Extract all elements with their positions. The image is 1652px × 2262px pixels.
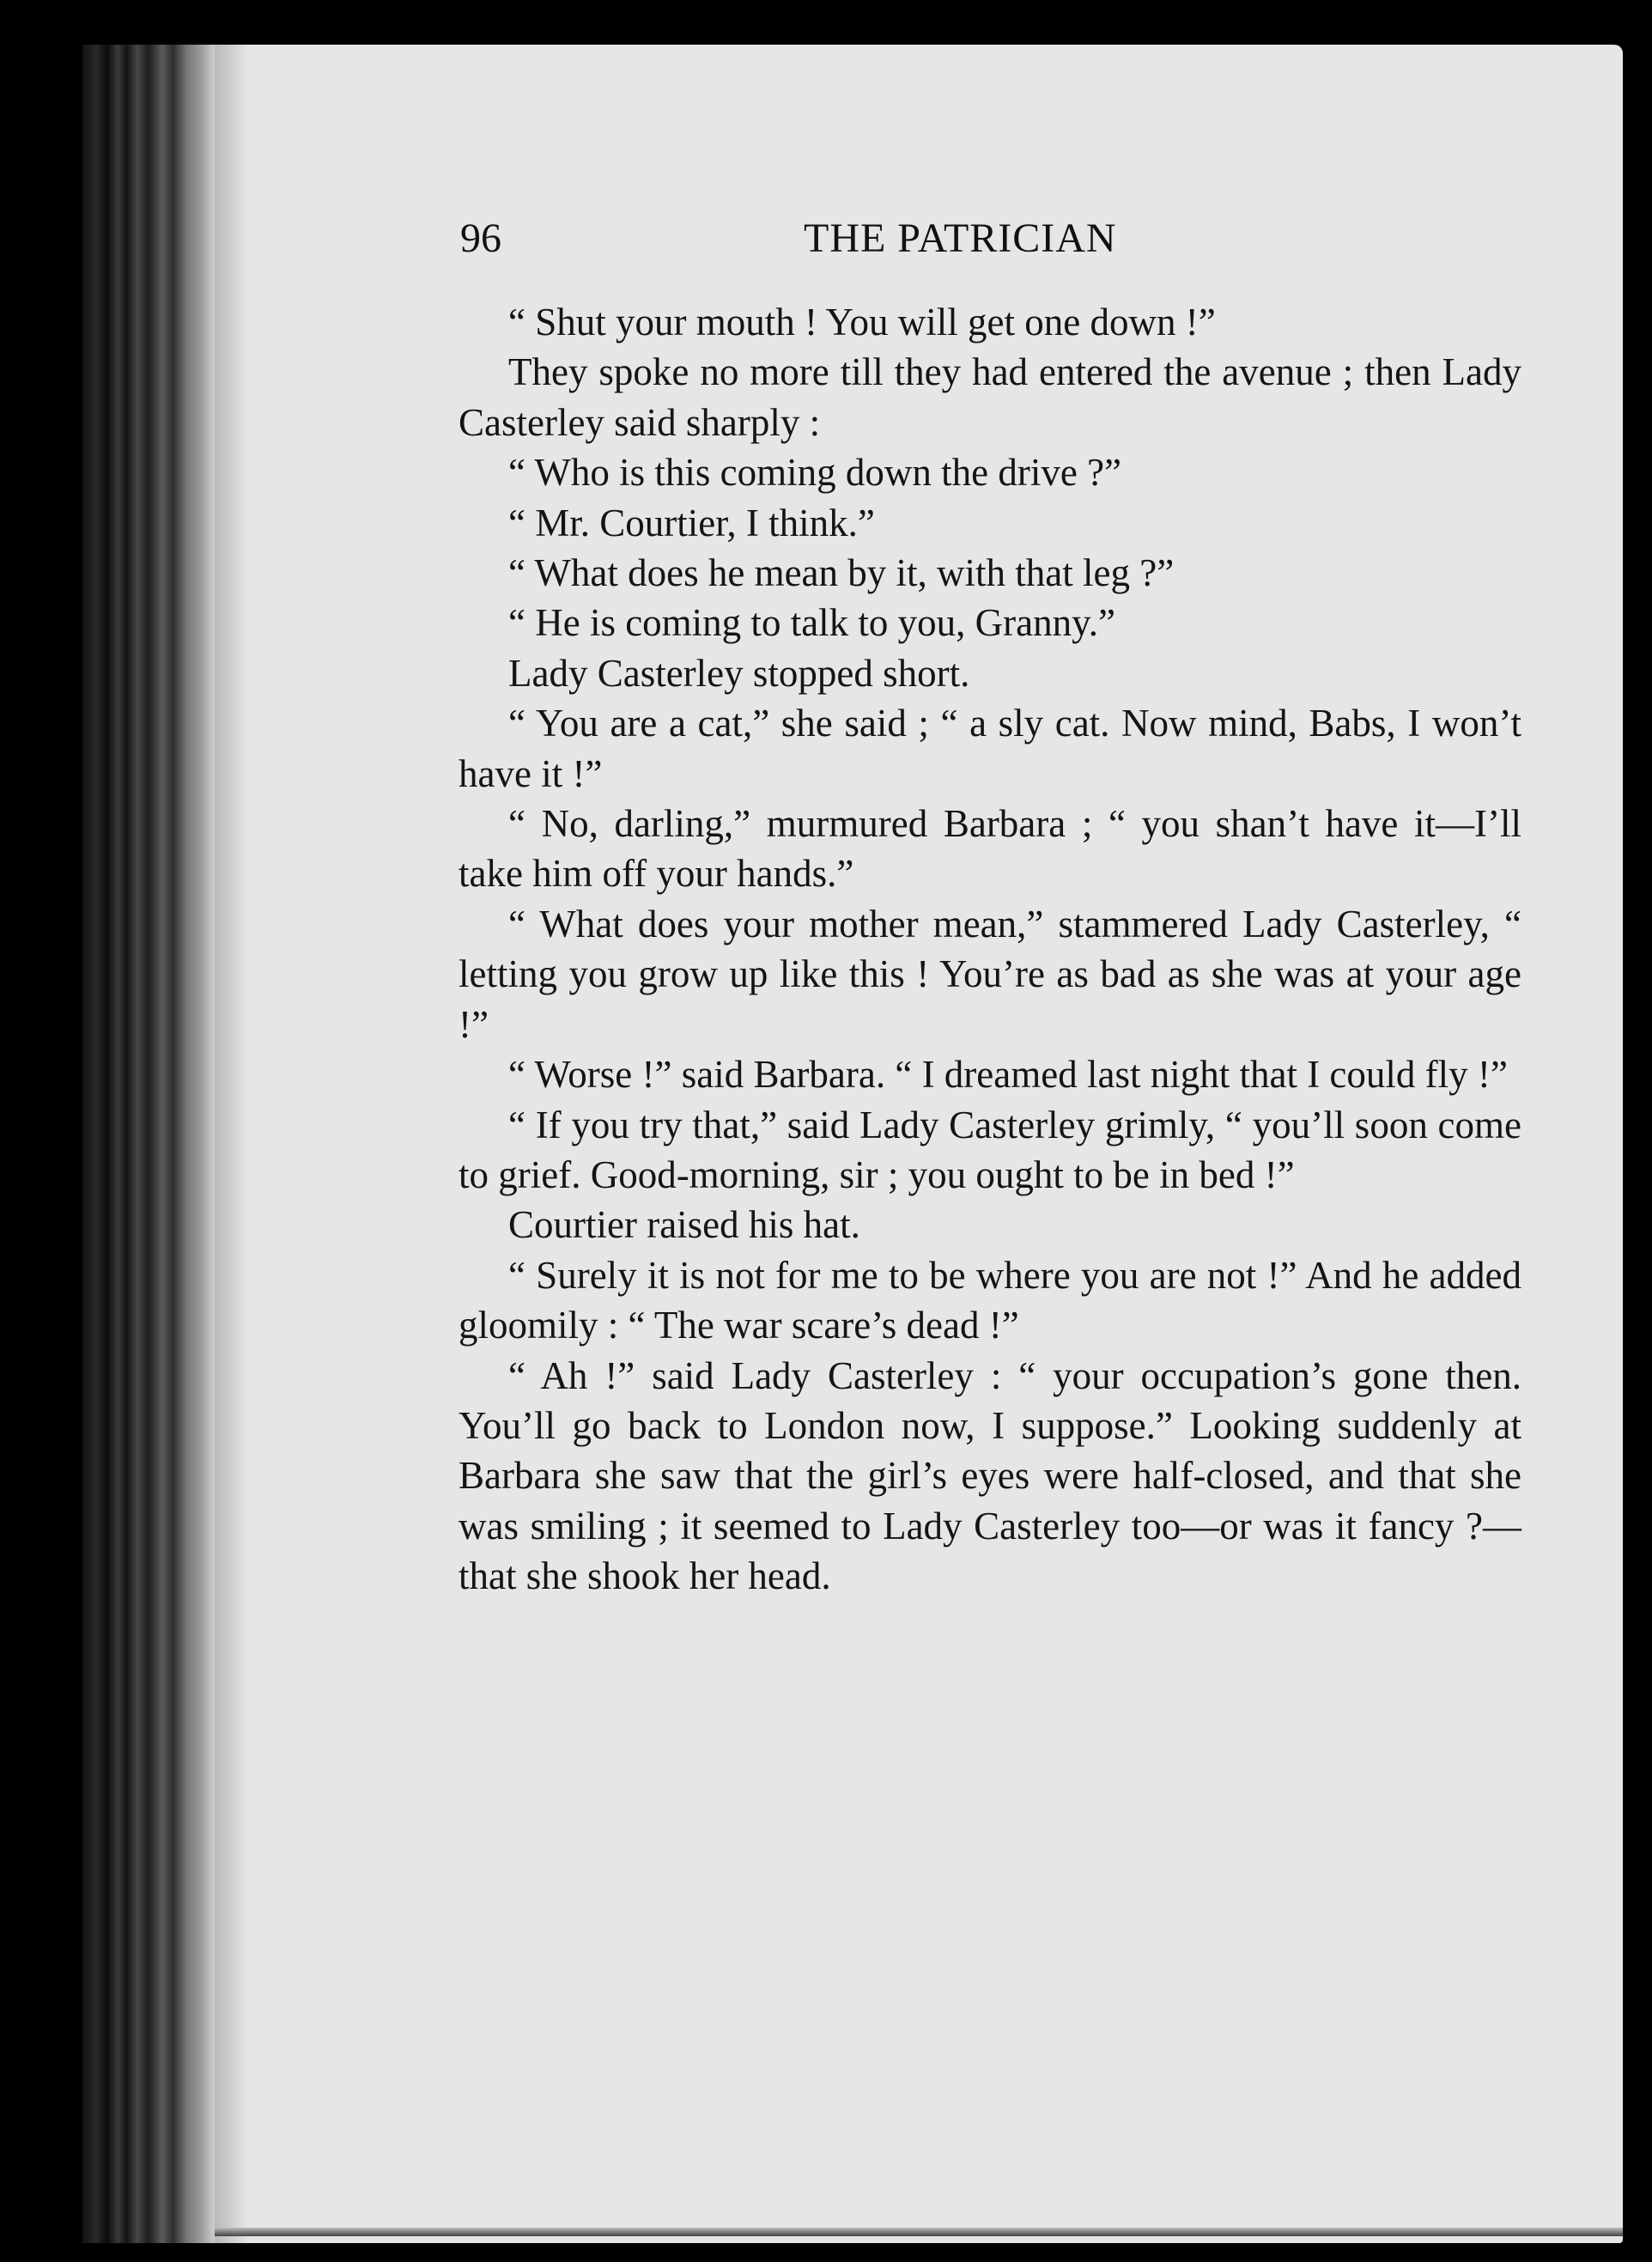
paragraph: “ No, darling,” murmured Barbara ; “ you shan’t have it—I’ll take him off your hands.” — [459, 802, 1521, 896]
paragraph: “ If you try that,” said Lady Casterley grimly, “ you’ll soon come to grief. Good-morning, sir ; you ought to be in bed !” — [459, 1103, 1521, 1196]
paragraph: “ You are a cat,” she said ; “ a sly cat. Now mind, Babs, I won’t have it !” — [459, 702, 1521, 795]
paragraph: “ Surely it is not for me to be where you are not !” And he added gloomily : “ The war scare’s dead !” — [459, 1253, 1521, 1347]
paragraph: “ Ah !” said Lady Casterley : “ your occupation’s gone then. You’ll go back to London now, I suppose.” Looking suddenly at Barbara she saw that the girl’s eyes were half-closed, and that she was smiling ; it seemed to Lady Casterley too—or was it fancy ?—that she shook her head. — [459, 1353, 1521, 1598]
running-header — [460, 215, 1594, 275]
paragraph: “ Shut your mouth ! You will get one down !” — [508, 301, 1216, 344]
paragraph: “ He is coming to talk to you, Granny.” — [508, 601, 1115, 645]
page-gutter-shadow — [215, 45, 249, 2243]
paragraph: “ Who is this coming down the drive ?” — [508, 451, 1122, 495]
paragraph: Courtier raised his hat. — [508, 1203, 860, 1247]
paragraph: They spoke no more till they had entered the avenue ; then Lady Casterley said sharply : — [459, 350, 1521, 444]
book-spine — [82, 45, 220, 2243]
page-number: 96 — [460, 216, 501, 261]
page-bottom-edge — [215, 2228, 1623, 2236]
paragraph: “ What does your mother mean,” stammered Lady Casterley, “ letting you grow up like this ! You’re as bad as she was at your age !” — [459, 902, 1521, 1046]
paragraph: “ Mr. Courtier, I think.” — [508, 501, 875, 544]
paragraph: Lady Casterley stopped short. — [508, 651, 970, 695]
running-title: THE PATRICIAN — [804, 216, 1117, 261]
text-body — [459, 297, 1521, 1602]
paragraph: “ What does he mean by it, with that leg ?” — [508, 551, 1175, 595]
paragraph: “ Worse !” said Barbara. “ I dreamed last night that I could fly !” — [508, 1053, 1508, 1097]
